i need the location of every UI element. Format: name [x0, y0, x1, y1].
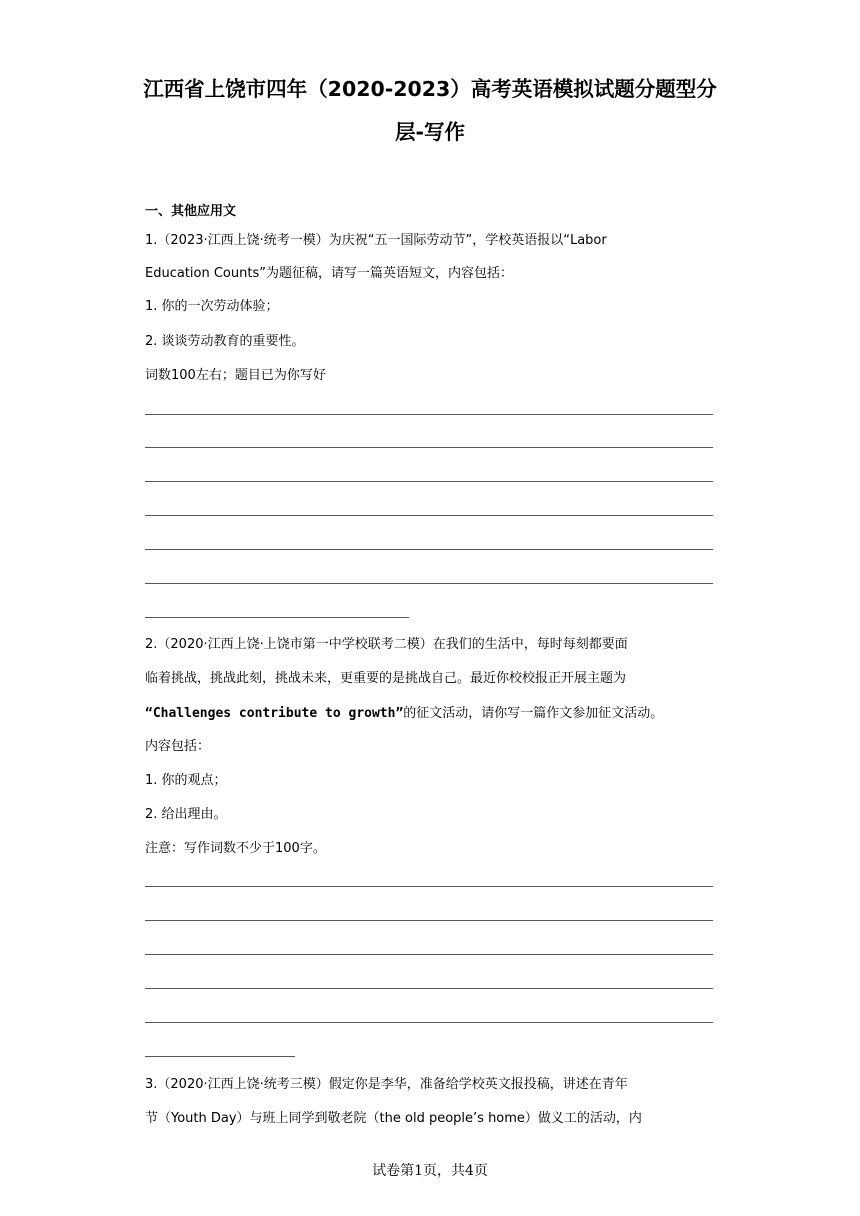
document-title-line-1: 江西省上饶市四年（2020-2023）高考英语模拟试题分题型分 — [143, 77, 717, 101]
q2-answer-line[interactable] — [145, 954, 713, 955]
q1-answer-line-short[interactable] — [145, 617, 409, 618]
q1-point-1: 1. 你的一次劳动体验； — [145, 299, 279, 314]
section-heading: 一、其他应用文 — [145, 204, 237, 219]
q1-prompt-line-1: 1.（2023·江西上饶·统考一模）为庆祝“五一国际劳动节”，学校英语报以“Labor — [145, 233, 607, 248]
q3-prompt-line-2: 节（Youth Day）与班上同学到敬老院（the old people’s home）做义工的活动，内 — [145, 1111, 642, 1126]
q1-point-2: 2. 谈谈劳动教育的重要性。 — [145, 334, 305, 349]
q2-prompt-line-3-rest: 的征文活动，请你写一篇作文参加征文活动。 — [403, 706, 664, 721]
q2-point-2: 2. 给出理由。 — [145, 807, 227, 822]
q3-prompt-line-1: 3.（2020·江西上饶·统考三模）假定你是李华，准备给学校英文报投稿，讲述在青年 — [145, 1077, 628, 1092]
q2-prompt-line-2: 临着挑战，挑战此刻，挑战未来，更重要的是挑战自己。最近你校校报正开展主题为 — [145, 671, 627, 686]
q1-answer-line[interactable] — [145, 515, 713, 516]
page-footer: 试卷第1页，共4页 — [372, 1163, 488, 1179]
q2-essay-theme: “Challenges contribute to growth” — [145, 706, 404, 721]
q2-prompt-line-1: 2.（2020·江西上饶·上饶市第一中学校联考二模）在我们的生活中，每时每刻都要面 — [145, 637, 628, 652]
q1-answer-line[interactable] — [145, 481, 713, 482]
q2-point-1: 1. 你的观点； — [145, 773, 227, 788]
q2-content-label: 内容包括： — [145, 739, 211, 754]
q1-answer-line[interactable] — [145, 583, 713, 584]
q2-answer-line[interactable] — [145, 1022, 713, 1023]
q1-answer-line[interactable] — [145, 447, 713, 448]
q2-answer-line[interactable] — [145, 920, 713, 921]
q2-answer-line-short[interactable] — [145, 1056, 295, 1057]
q2-answer-line[interactable] — [145, 988, 713, 989]
q2-note: 注意：写作词数不少于100字。 — [145, 841, 326, 856]
q2-prompt-line-3 — [145, 705, 663, 723]
q1-answer-line[interactable] — [145, 414, 713, 415]
q1-prompt-line-2: Education Counts”为题征稿，请写一篇英语短文，内容包括： — [145, 266, 513, 281]
q1-note: 词数100左右；题目已为你写好 — [145, 368, 326, 383]
document-title-line-2: 层-写作 — [394, 120, 465, 144]
q1-answer-line[interactable] — [145, 549, 713, 550]
q2-answer-line[interactable] — [145, 886, 713, 887]
